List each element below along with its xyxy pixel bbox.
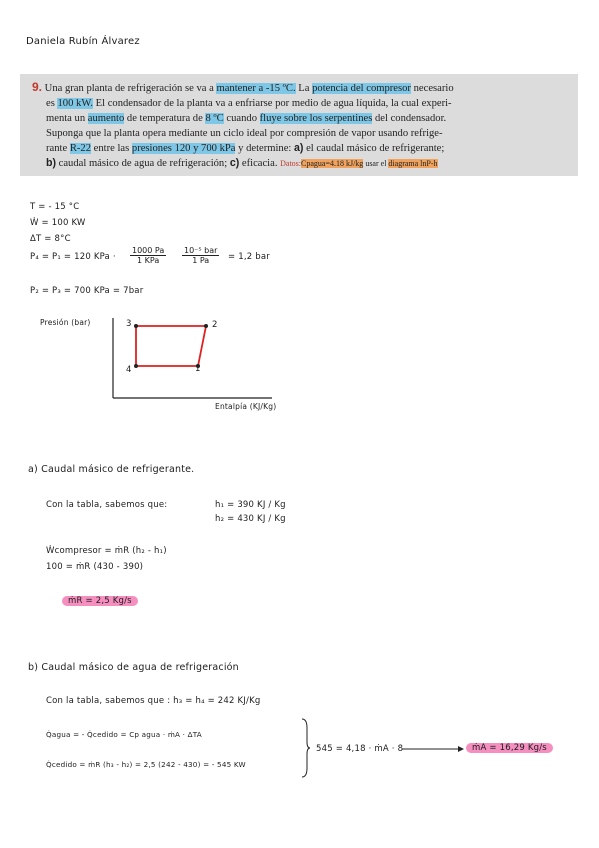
point-3-label: 3 <box>126 319 132 329</box>
label-a: a) <box>294 142 304 154</box>
problem-number: 9. <box>32 80 43 94</box>
part-a-equation-2: 100 = ṁR (430 - 390) <box>46 562 144 572</box>
numerator: 1000 Pa <box>132 246 165 255</box>
denominator: 1 KPa <box>137 256 160 265</box>
enthalpy-h2: h₂ = 430 KJ / Kg <box>215 514 286 524</box>
given-pressure-low: P₄ = P₁ = 120 KPa · <box>30 252 116 262</box>
highlight: 8 ºC <box>205 113 224 124</box>
highlight: fluye sobre los serpentines <box>259 113 373 124</box>
text: cuando <box>223 113 260 124</box>
cycle-path <box>136 326 206 366</box>
part-b-title: b) Caudal másico de agua de refrigeración <box>28 662 239 673</box>
brace <box>300 718 310 778</box>
problem-line-4: Suponga que la planta opera mediante un ciclo ideal por compresión de vapor usando refrige- <box>46 128 443 139</box>
text: necesario <box>410 83 454 94</box>
label-b: b) <box>46 157 56 169</box>
part-a-title: a) Caudal másico de refrigerante. <box>28 464 195 475</box>
highlight: diagrama lnP-h <box>388 159 438 168</box>
author-name: Daniela Rubín Álvarez <box>26 36 140 47</box>
part-b-equation-1: Q̇agua = - Q̇cedido = Cp agua · ṁA · ΔTA <box>46 730 202 739</box>
point-1-label: 1 <box>195 364 201 374</box>
enthalpy-h1: h₁ = 390 KJ / Kg <box>215 500 286 510</box>
highlight: R-22 <box>69 143 92 154</box>
point-3-marker <box>134 324 138 328</box>
text: entre las <box>91 143 132 154</box>
point-2-label: 2 <box>212 320 218 330</box>
given-temperature: T = - 15 °C <box>30 202 80 212</box>
highlight: 100 kW. <box>57 98 93 109</box>
given-pressure-high: P₂ = P₃ = 700 KPa = 7bar <box>30 286 144 296</box>
part-a-result: ṁR = 2,5 Kg/s <box>62 596 138 606</box>
part-a-table-intro: Con la tabla, sabemos que: <box>46 500 168 510</box>
given-delta-t: ΔT = 8°C <box>30 234 71 244</box>
numerator: 10⁻⁵ bar <box>184 246 218 255</box>
text: del condensador. <box>372 113 447 124</box>
text: La <box>295 83 313 94</box>
text: menta un <box>46 113 88 124</box>
text: el caudal másico de refrigerante; <box>303 143 445 154</box>
part-b-result: ṁA = 16,29 Kg/s <box>466 743 553 753</box>
text: eficacia. <box>239 158 281 169</box>
refrigeration-cycle <box>134 324 208 368</box>
point-4-marker <box>134 364 138 368</box>
text: de temperatura de <box>124 113 206 124</box>
part-a-equation-1: Ẇcompresor = ṁR (h₂ - h₁) <box>46 546 167 556</box>
highlight: presiones 120 y 700 kPa <box>131 143 236 154</box>
given-pressure-low-result: = 1,2 bar <box>228 252 270 262</box>
y-axis-label: Presión (bar) <box>40 318 91 327</box>
highlight: mantener a -15 ºC. <box>216 83 296 94</box>
text: rante <box>46 143 70 154</box>
text: caudal másico de agua de refrigeración; <box>56 158 230 169</box>
highlight: Cpagua=4.18 kJ/kg <box>301 159 364 168</box>
text: El condensador de la planta va a enfriarse por medio de agua líquida, la cual experi- <box>93 98 452 109</box>
part-b-table-intro: Con la tabla, sabemos que : h₃ = h₄ = 242 KJ/Kg <box>46 696 261 706</box>
text: y determine: <box>235 143 295 154</box>
part-b-equation-2: Q̇cedido = ṁR (h₃ - h₂) = 2,5 (242 - 430) = - 545 KW <box>46 760 246 769</box>
text: Una gran planta de refrigeración se va a <box>44 83 217 94</box>
label-c: c) <box>229 157 240 169</box>
highlight: potencia del compresor <box>312 83 411 94</box>
x-axis-label: Entalpía (KJ/Kg) <box>215 402 277 411</box>
text: es <box>46 98 58 109</box>
text: usar el <box>363 159 389 168</box>
highlight: aumento <box>87 113 125 124</box>
given-power: Ẇ = 100 KW <box>30 218 86 228</box>
part-b-equation-3: 545 = 4,18 · ṁA · 8 <box>316 744 404 754</box>
point-4-label: 4 <box>126 365 132 375</box>
data-label: Datos: <box>280 159 302 168</box>
point-2-marker <box>204 324 208 328</box>
denominator: 1 Pa <box>192 256 210 265</box>
